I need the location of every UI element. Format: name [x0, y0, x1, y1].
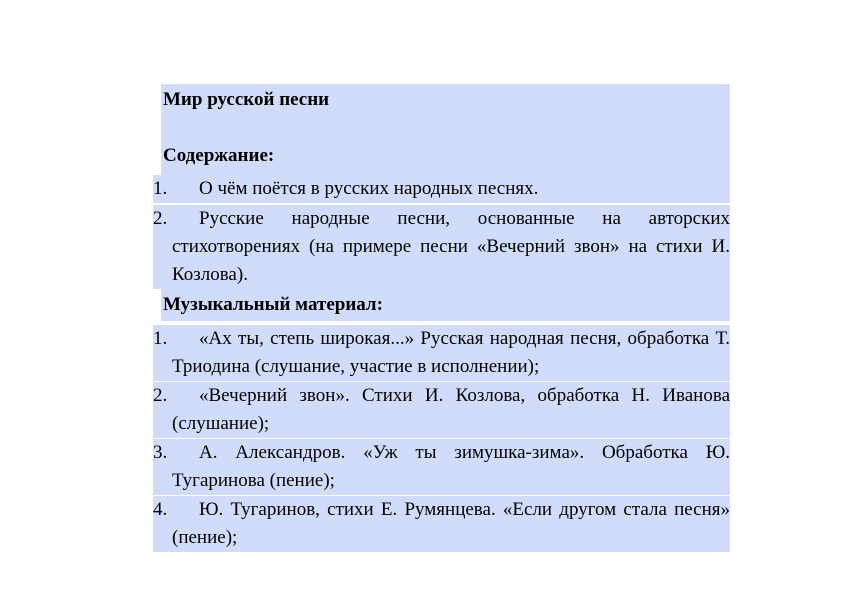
- content-list-item: [153, 205, 730, 289]
- content-list-item: [153, 175, 730, 203]
- music-list-item: [153, 325, 730, 381]
- list-number: 4.: [153, 499, 168, 520]
- list-number: 1.: [153, 328, 168, 349]
- list-number: 3.: [153, 442, 168, 463]
- list-number: 1.: [153, 178, 168, 199]
- page-title: Мир русской песни: [163, 89, 330, 110]
- music-list-item: [153, 439, 730, 495]
- list-item-text: А. Александров. «Уж ты зимушка-зима». Обработка Ю. Тугаринова (пение);: [172, 442, 730, 491]
- list-item-text: Ю. Тугаринов, стихи Е. Румянцева. «Если другом стала песня» (пение);: [172, 499, 730, 548]
- list-number: 2.: [153, 385, 168, 406]
- list-item-text: О чём поётся в русских народных песнях.: [199, 178, 539, 199]
- list-number: 2.: [153, 208, 168, 229]
- list-item-text: «Ах ты, степь широкая...» Русская народная песня, обработка Т. Триодина (слушание, участие в исполнении);: [172, 328, 730, 377]
- list-item-text: Русские народные песни, основанные на авторских стихотворениях (на примере песни «Вечерний звон» на стихи И. Козлова).: [172, 208, 730, 285]
- music-list-item: [153, 496, 730, 552]
- list-item-text: «Вечерний звон». Стихи И. Козлова, обработка Н. Иванова (слушание);: [172, 385, 730, 434]
- content-heading: Содержание:: [163, 145, 275, 166]
- music-heading: Музыкальный материал:: [163, 294, 383, 315]
- music-list-item: [153, 382, 730, 438]
